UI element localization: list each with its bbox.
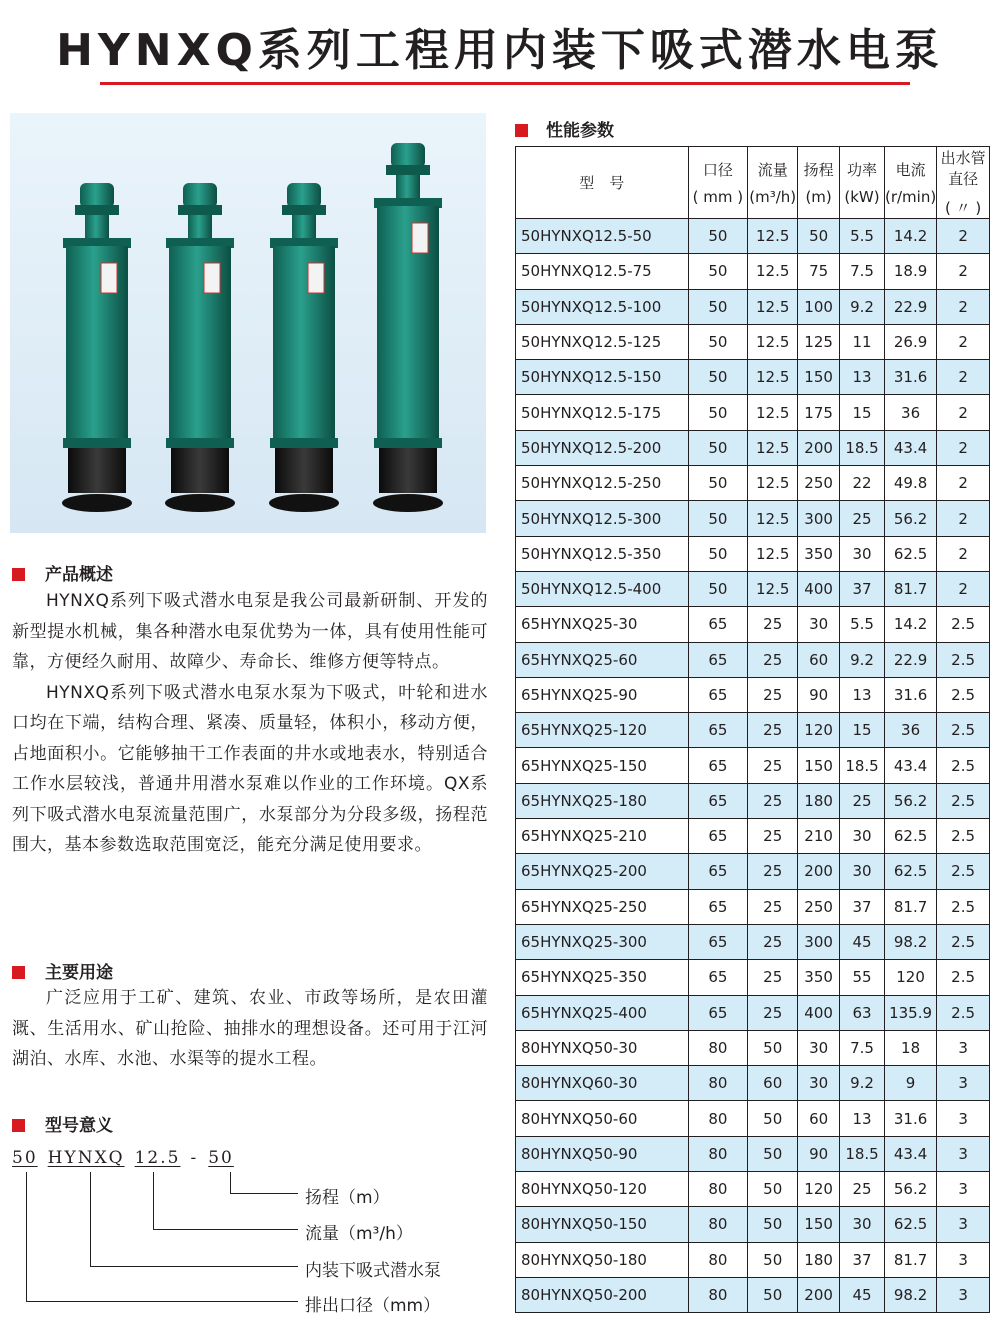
table-cell: 80HYNXQ50-120 xyxy=(516,1172,689,1207)
table-cell: 65HYNXQ25-90 xyxy=(516,677,689,712)
table-cell: 50 xyxy=(688,430,748,465)
table-row xyxy=(516,1030,990,1065)
leader-line xyxy=(230,1193,298,1194)
table-cell: 80HYNXQ50-200 xyxy=(516,1277,689,1312)
table-cell: 37 xyxy=(840,571,885,606)
table-cell: 90 xyxy=(798,677,840,712)
table-cell: 65 xyxy=(688,924,748,959)
table-cell: 65HYNXQ25-300 xyxy=(516,924,689,959)
overview-heading: 产品概述 xyxy=(12,560,113,585)
table-cell: 12.5 xyxy=(748,324,798,359)
table-row xyxy=(516,642,990,677)
table-cell: 15 xyxy=(840,395,885,430)
table-row xyxy=(516,783,990,818)
model-part-type: HYNXQ xyxy=(47,1148,125,1168)
leader-line xyxy=(90,1266,298,1267)
table-cell: 18.5 xyxy=(840,430,885,465)
table-cell: 120 xyxy=(884,960,936,995)
column-header: 口径 ( mm ) xyxy=(688,147,748,219)
page-title: HYNXQ系列工程用内装下吸式潜水电泵 xyxy=(56,25,944,76)
table-cell: 50 xyxy=(688,501,748,536)
table-cell: 12.5 xyxy=(748,536,798,571)
table-cell: 350 xyxy=(798,960,840,995)
column-header: 型 号 xyxy=(516,147,689,219)
table-cell: 25 xyxy=(840,783,885,818)
usage-paragraph: 广泛应用于工矿、建筑、农业、市政等场所，是农田灌溉、生活用水、矿山抢险、抽排水的理想设备。还可用于江河湖泊、水库、水池、水渠等的提水工程。 xyxy=(12,988,488,1069)
usage-text xyxy=(12,983,488,1075)
table-cell: 81.7 xyxy=(884,571,936,606)
table-cell: 43.4 xyxy=(884,748,936,783)
table-cell: 65HYNXQ25-200 xyxy=(516,854,689,889)
table-row xyxy=(516,748,990,783)
table-cell: 50 xyxy=(688,395,748,430)
model-part-diameter: 50 xyxy=(12,1148,38,1168)
model-meaning-heading: 型号意义 xyxy=(12,1111,113,1136)
table-cell: 2.5 xyxy=(937,713,990,748)
table-cell: 2 xyxy=(937,571,990,606)
table-cell: 12.5 xyxy=(748,254,798,289)
table-cell: 175 xyxy=(798,395,840,430)
table-cell: 30 xyxy=(798,1030,840,1065)
table-cell: 45 xyxy=(840,924,885,959)
table-row xyxy=(516,289,990,324)
table-row xyxy=(516,1136,990,1171)
table-cell: 400 xyxy=(798,995,840,1030)
table-cell: 2 xyxy=(937,289,990,324)
table-cell: 3 xyxy=(937,1101,990,1136)
table-cell: 50 xyxy=(688,289,748,324)
table-cell: 80 xyxy=(688,1172,748,1207)
leader-line xyxy=(26,1301,298,1302)
pump-image xyxy=(269,183,339,512)
table-cell: 2.5 xyxy=(937,607,990,642)
table-cell: 25 xyxy=(840,501,885,536)
performance-table xyxy=(515,146,990,1313)
table-cell: 3 xyxy=(937,1136,990,1171)
model-part-flow: 12.5 xyxy=(134,1148,181,1168)
table-cell: 50 xyxy=(688,571,748,606)
table-cell: 50HYNXQ12.5-150 xyxy=(516,360,689,395)
table-cell: 36 xyxy=(884,713,936,748)
table-cell: 12.5 xyxy=(748,571,798,606)
model-part-dash: - xyxy=(190,1148,199,1168)
table-cell: 3 xyxy=(937,1030,990,1065)
table-row xyxy=(516,324,990,359)
table-cell: 65HYNXQ25-120 xyxy=(516,713,689,748)
table-cell: 25 xyxy=(840,1172,885,1207)
table-cell: 400 xyxy=(798,571,840,606)
table-cell: 2.5 xyxy=(937,960,990,995)
table-cell: 200 xyxy=(798,430,840,465)
table-cell: 11 xyxy=(840,324,885,359)
table-cell: 300 xyxy=(798,501,840,536)
label-flow: 流量（m³/h） xyxy=(305,1224,413,1244)
column-header: 流量 (m³/h) xyxy=(748,147,798,219)
table-cell: 3 xyxy=(937,1207,990,1242)
table-cell: 50 xyxy=(748,1242,798,1277)
table-cell: 2 xyxy=(937,324,990,359)
table-cell: 75 xyxy=(798,254,840,289)
table-row xyxy=(516,924,990,959)
table-cell: 81.7 xyxy=(884,1242,936,1277)
table-cell: 65HYNXQ25-350 xyxy=(516,960,689,995)
table-cell: 65 xyxy=(688,642,748,677)
overview-paragraph-1: HYNXQ系列下吸式潜水电泵是我公司最新研制、开发的新型提水机械，集各种潜水电泵优势为一体，具有使用性能可靠，方便经久耐用、故障少、寿命长、维修方便等特点。 xyxy=(12,591,488,672)
table-cell: 50HYNXQ12.5-75 xyxy=(516,254,689,289)
overview-paragraph-2: HYNXQ系列下吸式潜水电泵水泵为下吸式，叶轮和进水口均在下端，结构合理、紧凑、质量轻，体积小，移动方便，占地面积小。它能够抽干工作表面的井水或地表水，特别适合工作水层较浅，普通井用潜水泵难以作业的工作环境。QX系列下吸式潜水电泵流量范围广，水泵部分为分段多级，扬程范围大，基本参数选取范围宽泛，能充分满足使用要求。 xyxy=(12,682,488,855)
table-cell: 25 xyxy=(748,854,798,889)
table-cell: 50HYNXQ12.5-175 xyxy=(516,395,689,430)
table-cell: 210 xyxy=(798,819,840,854)
table-row xyxy=(516,1277,990,1312)
table-cell: 80 xyxy=(688,1242,748,1277)
table-cell: 62.5 xyxy=(884,1207,936,1242)
overview-text xyxy=(12,586,488,861)
table-cell: 2.5 xyxy=(937,995,990,1030)
table-cell: 50 xyxy=(688,219,748,254)
table-cell: 25 xyxy=(748,889,798,924)
label-head: 扬程（m） xyxy=(305,1188,390,1208)
table-cell: 80 xyxy=(688,1207,748,1242)
leader-line xyxy=(153,1229,298,1230)
bullet-square-icon xyxy=(12,1119,25,1132)
table-cell: 18.5 xyxy=(840,748,885,783)
table-cell: 200 xyxy=(798,1277,840,1312)
table-row xyxy=(516,1101,990,1136)
table-cell: 80HYNXQ50-150 xyxy=(516,1207,689,1242)
table-cell: 100 xyxy=(798,289,840,324)
table-row xyxy=(516,501,990,536)
table-cell: 2 xyxy=(937,501,990,536)
table-cell: 120 xyxy=(798,713,840,748)
table-cell: 55 xyxy=(840,960,885,995)
table-cell: 80HYNXQ50-60 xyxy=(516,1101,689,1136)
table-cell: 60 xyxy=(798,642,840,677)
label-pump-type: 内装下吸式潜水泵 xyxy=(305,1261,441,1281)
table-cell: 25 xyxy=(748,783,798,818)
table-cell: 2 xyxy=(937,430,990,465)
pump-image xyxy=(165,183,235,512)
table-cell: 7.5 xyxy=(840,1030,885,1065)
table-cell: 62.5 xyxy=(884,536,936,571)
table-row xyxy=(516,254,990,289)
table-cell: 22.9 xyxy=(884,642,936,677)
table-row xyxy=(516,219,990,254)
table-cell: 30 xyxy=(798,607,840,642)
table-cell: 12.5 xyxy=(748,395,798,430)
product-photo xyxy=(10,113,486,533)
bullet-square-icon xyxy=(515,124,528,137)
table-cell: 62.5 xyxy=(884,819,936,854)
table-cell: 2 xyxy=(937,254,990,289)
table-cell: 25 xyxy=(748,924,798,959)
table-cell: 98.2 xyxy=(884,1277,936,1312)
table-row xyxy=(516,1066,990,1101)
table-row xyxy=(516,571,990,606)
leader-line xyxy=(153,1172,154,1230)
table-row xyxy=(516,960,990,995)
table-cell: 12.5 xyxy=(748,430,798,465)
table-cell: 200 xyxy=(798,854,840,889)
column-header: 电流 (r/min) xyxy=(884,147,936,219)
table-cell: 12.5 xyxy=(748,501,798,536)
table-cell: 31.6 xyxy=(884,1101,936,1136)
table-row xyxy=(516,466,990,501)
table-row xyxy=(516,430,990,465)
table-cell: 26.9 xyxy=(884,324,936,359)
table-cell: 3 xyxy=(937,1242,990,1277)
table-cell: 50 xyxy=(748,1101,798,1136)
table-cell: 9.2 xyxy=(840,642,885,677)
table-cell: 2.5 xyxy=(937,748,990,783)
table-row xyxy=(516,395,990,430)
table-cell: 50HYNXQ12.5-350 xyxy=(516,536,689,571)
table-cell: 90 xyxy=(798,1136,840,1171)
table-cell: 65 xyxy=(688,748,748,783)
table-cell: 56.2 xyxy=(884,1172,936,1207)
table-cell: 135.9 xyxy=(884,995,936,1030)
table-cell: 65HYNXQ25-60 xyxy=(516,642,689,677)
table-cell: 31.6 xyxy=(884,360,936,395)
table-cell: 180 xyxy=(798,783,840,818)
table-cell: 60 xyxy=(748,1066,798,1101)
table-cell: 18 xyxy=(884,1030,936,1065)
table-cell: 2.5 xyxy=(937,783,990,818)
table-cell: 50 xyxy=(688,466,748,501)
table-cell: 12.5 xyxy=(748,289,798,324)
table-cell: 50HYNXQ12.5-200 xyxy=(516,430,689,465)
table-cell: 180 xyxy=(798,1242,840,1277)
bullet-square-icon xyxy=(12,568,25,581)
table-row xyxy=(516,677,990,712)
table-cell: 2.5 xyxy=(937,924,990,959)
table-body xyxy=(516,219,990,1313)
table-cell: 50HYNXQ12.5-50 xyxy=(516,219,689,254)
table-cell: 65HYNXQ25-150 xyxy=(516,748,689,783)
table-cell: 2.5 xyxy=(937,642,990,677)
table-cell: 80HYNXQ50-30 xyxy=(516,1030,689,1065)
table-cell: 50 xyxy=(748,1207,798,1242)
table-row xyxy=(516,819,990,854)
table-cell: 25 xyxy=(748,713,798,748)
table-cell: 25 xyxy=(748,642,798,677)
table-cell: 7.5 xyxy=(840,254,885,289)
table-cell: 65 xyxy=(688,889,748,924)
table-cell: 13 xyxy=(840,360,885,395)
bullet-square-icon xyxy=(12,966,25,979)
table-cell: 2 xyxy=(937,360,990,395)
table-cell: 65 xyxy=(688,713,748,748)
table-cell: 14.2 xyxy=(884,607,936,642)
table-cell: 37 xyxy=(840,889,885,924)
table-cell: 43.4 xyxy=(884,1136,936,1171)
table-cell: 250 xyxy=(798,466,840,501)
table-row xyxy=(516,713,990,748)
table-cell: 2 xyxy=(937,536,990,571)
table-cell: 49.8 xyxy=(884,466,936,501)
table-row xyxy=(516,1207,990,1242)
table-cell: 65HYNXQ25-210 xyxy=(516,819,689,854)
table-cell: 25 xyxy=(748,960,798,995)
table-cell: 125 xyxy=(798,324,840,359)
table-cell: 25 xyxy=(748,748,798,783)
table-cell: 50 xyxy=(688,360,748,395)
table-cell: 9.2 xyxy=(840,289,885,324)
table-cell: 65HYNXQ25-400 xyxy=(516,995,689,1030)
leader-line xyxy=(230,1172,231,1194)
table-cell: 50 xyxy=(688,324,748,359)
label-outlet-diameter: 排出口径（mm） xyxy=(305,1296,441,1316)
table-cell: 50 xyxy=(748,1030,798,1065)
table-cell: 2 xyxy=(937,219,990,254)
table-cell: 65 xyxy=(688,995,748,1030)
table-cell: 300 xyxy=(798,924,840,959)
table-cell: 12.5 xyxy=(748,360,798,395)
table-cell: 62.5 xyxy=(884,854,936,889)
table-cell: 56.2 xyxy=(884,783,936,818)
column-header: 扬程 (m) xyxy=(798,147,840,219)
table-cell: 13 xyxy=(840,1101,885,1136)
table-row xyxy=(516,889,990,924)
table-row xyxy=(516,995,990,1030)
leader-line xyxy=(26,1172,27,1302)
table-cell: 3 xyxy=(937,1066,990,1101)
title-divider xyxy=(100,82,910,85)
table-cell: 25 xyxy=(748,819,798,854)
table-cell: 30 xyxy=(840,854,885,889)
table-cell: 2 xyxy=(937,395,990,430)
table-cell: 50 xyxy=(688,536,748,571)
table-cell: 3 xyxy=(937,1172,990,1207)
table-cell: 15 xyxy=(840,713,885,748)
table-cell: 37 xyxy=(840,1242,885,1277)
column-header: 功率 (kW) xyxy=(840,147,885,219)
table-cell: 50HYNXQ12.5-300 xyxy=(516,501,689,536)
table-cell: 18.9 xyxy=(884,254,936,289)
table-cell: 65HYNXQ25-30 xyxy=(516,607,689,642)
table-cell: 5.5 xyxy=(840,607,885,642)
table-row xyxy=(516,854,990,889)
table-cell: 65HYNXQ25-250 xyxy=(516,889,689,924)
table-cell: 80 xyxy=(688,1101,748,1136)
table-cell: 2.5 xyxy=(937,854,990,889)
table-cell: 43.4 xyxy=(884,430,936,465)
table-cell: 50 xyxy=(798,219,840,254)
table-cell: 50 xyxy=(688,254,748,289)
table-cell: 45 xyxy=(840,1277,885,1312)
table-row xyxy=(516,536,990,571)
table-cell: 25 xyxy=(748,995,798,1030)
table-cell: 2.5 xyxy=(937,819,990,854)
table-cell: 65 xyxy=(688,819,748,854)
table-cell: 80HYNXQ50-90 xyxy=(516,1136,689,1171)
table-cell: 30 xyxy=(840,819,885,854)
table-cell: 2 xyxy=(937,466,990,501)
table-cell: 80 xyxy=(688,1136,748,1171)
table-cell: 14.2 xyxy=(884,219,936,254)
table-cell: 22.9 xyxy=(884,289,936,324)
table-cell: 50HYNXQ12.5-250 xyxy=(516,466,689,501)
model-code xyxy=(12,1148,244,1168)
pump-image xyxy=(373,143,443,512)
table-cell: 65 xyxy=(688,783,748,818)
table-cell: 80 xyxy=(688,1066,748,1101)
table-row xyxy=(516,1242,990,1277)
table-cell: 250 xyxy=(798,889,840,924)
table-cell: 30 xyxy=(840,536,885,571)
table-cell: 50HYNXQ12.5-125 xyxy=(516,324,689,359)
table-cell: 2.5 xyxy=(937,889,990,924)
table-cell: 56.2 xyxy=(884,501,936,536)
table-cell: 65 xyxy=(688,607,748,642)
table-cell: 81.7 xyxy=(884,889,936,924)
table-cell: 30 xyxy=(798,1066,840,1101)
performance-heading: 性能参数 xyxy=(515,116,614,141)
column-header: 出水管直径 ( 〃 ) xyxy=(937,147,990,219)
table-cell: 36 xyxy=(884,395,936,430)
table-cell: 350 xyxy=(798,536,840,571)
table-cell: 9.2 xyxy=(840,1066,885,1101)
table-cell: 18.5 xyxy=(840,1136,885,1171)
table-cell: 80 xyxy=(688,1277,748,1312)
table-cell: 80 xyxy=(688,1030,748,1065)
table-row xyxy=(516,1172,990,1207)
table-cell: 3 xyxy=(937,1277,990,1312)
table-cell: 150 xyxy=(798,360,840,395)
table-cell: 50HYNXQ12.5-100 xyxy=(516,289,689,324)
table-cell: 50HYNXQ12.5-400 xyxy=(516,571,689,606)
table-cell: 5.5 xyxy=(840,219,885,254)
table-cell: 50 xyxy=(748,1172,798,1207)
table-cell: 60 xyxy=(798,1101,840,1136)
table-row xyxy=(516,360,990,395)
table-cell: 65HYNXQ25-180 xyxy=(516,783,689,818)
table-cell: 150 xyxy=(798,748,840,783)
table-cell: 25 xyxy=(748,677,798,712)
table-cell: 120 xyxy=(798,1172,840,1207)
table-cell: 50 xyxy=(748,1136,798,1171)
table-cell: 9 xyxy=(884,1066,936,1101)
table-cell: 30 xyxy=(840,1207,885,1242)
table-cell: 31.6 xyxy=(884,677,936,712)
model-part-head: 50 xyxy=(208,1148,234,1168)
table-cell: 80HYNXQ60-30 xyxy=(516,1066,689,1101)
usage-heading: 主要用途 xyxy=(12,958,113,983)
table-cell: 65 xyxy=(688,854,748,889)
table-cell: 13 xyxy=(840,677,885,712)
table-cell: 12.5 xyxy=(748,219,798,254)
table-cell: 150 xyxy=(798,1207,840,1242)
table-cell: 80HYNXQ50-180 xyxy=(516,1242,689,1277)
table-cell: 65 xyxy=(688,960,748,995)
table-cell: 65 xyxy=(688,677,748,712)
table-cell: 50 xyxy=(748,1277,798,1312)
table-cell: 12.5 xyxy=(748,466,798,501)
table-cell: 2.5 xyxy=(937,677,990,712)
table-cell: 63 xyxy=(840,995,885,1030)
leader-line xyxy=(90,1172,91,1267)
table-cell: 22 xyxy=(840,466,885,501)
table-cell: 25 xyxy=(748,607,798,642)
table-row xyxy=(516,607,990,642)
pump-image xyxy=(62,183,132,512)
table-header-row xyxy=(516,147,990,219)
table-cell: 98.2 xyxy=(884,924,936,959)
